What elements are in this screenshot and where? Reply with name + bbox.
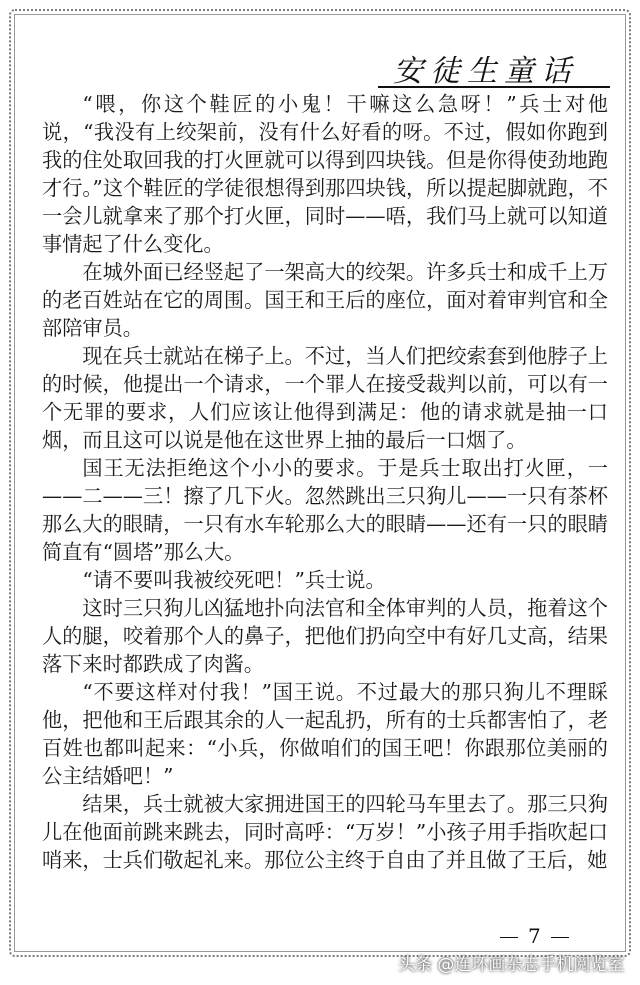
page-number-dash-right bbox=[551, 937, 569, 938]
paragraph: 国王无法拒绝这个小小的要求。于是兵士取出打火匣，一——二——三！擦了几下火。忽然跳出三只狗儿——一只有茶杯那么大的眼睛，一只有水车轮那么大的眼睛——还有一只的眼睛简直有“圆塔”那么大。 bbox=[42, 456, 608, 564]
paragraph: 在城外面已经竖起了一架高大的绞架。许多兵士和成千上万的老百姓站在它的周围。国王和王后的座位，面对着审判官和全部陪审员。 bbox=[42, 260, 608, 340]
page-number bbox=[490, 924, 579, 948]
watermark: 头条 @连环画杂志手机阅览室 bbox=[398, 955, 625, 975]
paragraph: 现在兵士就站在梯子上。不过，当人们把绞索套到他脖子上的时候，他提出一个请求，一个罪人在接受裁判以前，可以有一个无罪的要求，人们应该让他得到满足：他的请求就是抽一口烟，而且这可以说是他在这世界上抽的最后一口烟了。 bbox=[42, 344, 608, 452]
paragraph: 结果，兵士就被大家拥进国王的四轮马车里去了。那三只狗儿在他面前跳来跳去，同时高呼：“万岁！”小孩子用手指吹起口哨来，士兵们敬起礼来。那位公主终于自由了并且做了王后，她 bbox=[42, 792, 608, 872]
story-text bbox=[42, 90, 608, 874]
paragraph: “喂，你这个鞋匠的小鬼！干嘛这么急呀！”兵士对他说，“我没有上绞架前，没有什么好看的呀。不过，假如你跑到我的住处取回我的打火匣就可以得到四块钱。但是你得使劲地跑才行。”这个鞋匠的学徒很想得到那四块钱，所以提起脚就跑，不一会儿就拿来了那个打火匣，同时——唔，我们马上就可以知道事情起了什么变化。 bbox=[42, 92, 608, 256]
running-header bbox=[350, 46, 610, 90]
paragraph: “请不要叫我被绞死吧！”兵士说。 bbox=[82, 568, 386, 592]
paragraph: 这时三只狗儿凶猛地扑向法官和全体审判的人员，拖着这个人的腿，咬着那个人的鼻子，把他们扔向空中有好几丈高，结果落下来时都跌成了肉酱。 bbox=[42, 596, 608, 676]
paragraph: “不要这样对付我！”国王说。不过最大的那只狗儿不理睬他，把他和王后跟其余的人一起乱扔，所有的士兵都害怕了，老百姓也都叫起来：“小兵，你做咱们的国王吧！你跟那位美丽的公主结婚吧！” bbox=[42, 680, 608, 788]
book-title: 安徒生童话 bbox=[393, 54, 578, 89]
header-rule bbox=[378, 86, 610, 88]
page-number-dash-left bbox=[500, 937, 518, 938]
page-number-value: 7 bbox=[528, 924, 541, 948]
